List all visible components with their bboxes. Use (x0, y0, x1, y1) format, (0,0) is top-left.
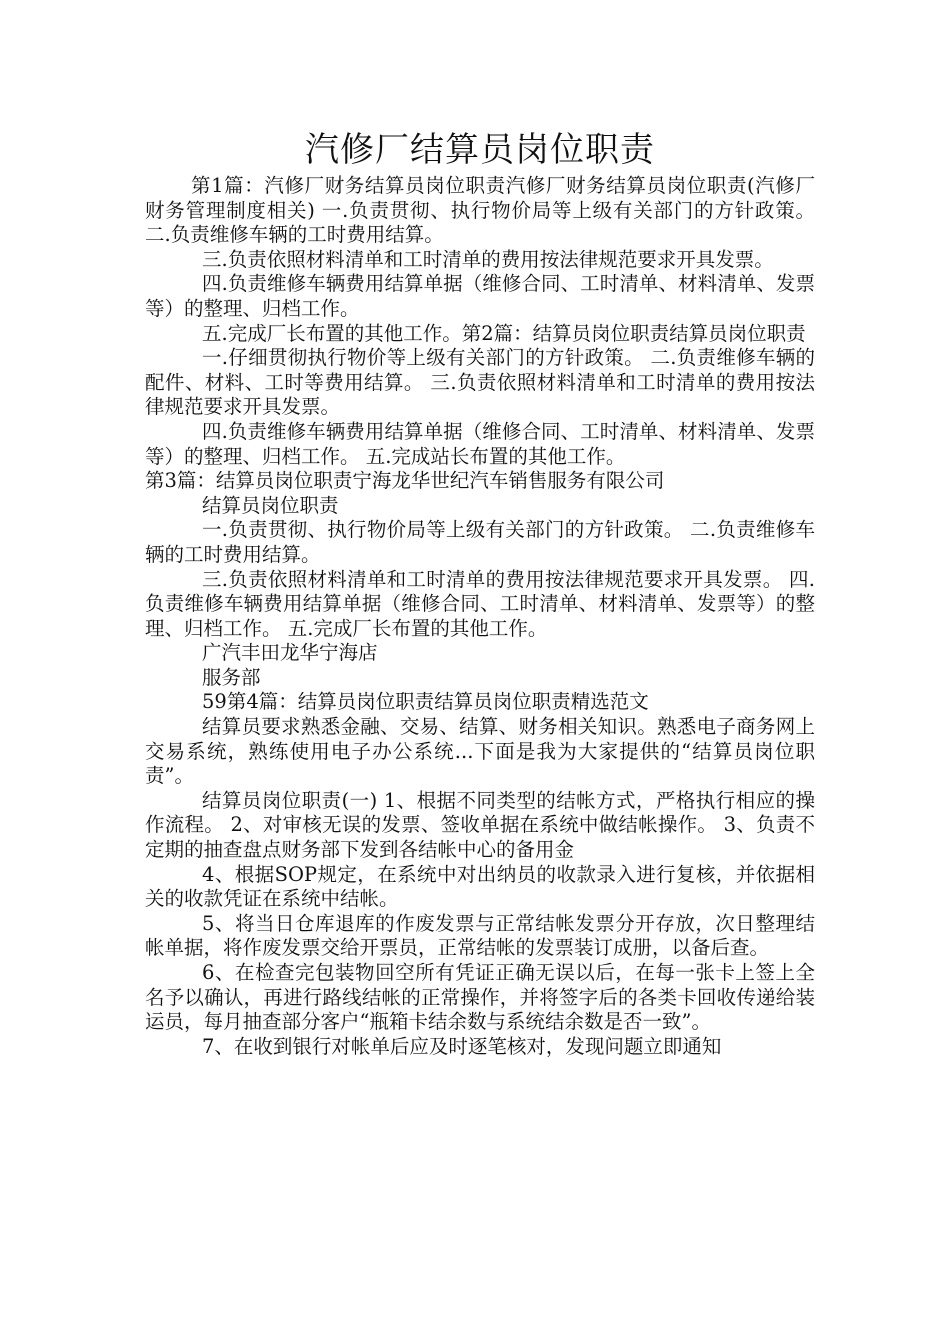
paragraph: 6、在检查完包装物回空所有凭证正确无误以后，在每一张卡上签上全名予以确认，再进行路线结帐的正常操作，并将签字后的各类卡回收传递给装运员，每月抽查部分客户“瓶箱卡结余数与系统结余数是否一致”。 (145, 961, 815, 1034)
paragraph: 结算员要求熟悉金融、交易、结算、财务相关知识。熟悉电子商务网上交易系统，熟练使用电子办公系统...下面是我为大家提供的“结算员岗位职责”。 (145, 715, 815, 788)
paragraph: 7、在收到银行对帐单后应及时逐笔核对，发现问题立即通知 (202, 1034, 722, 1058)
paragraph: 一.仔细贯彻执行物价等上级有关部门的方针政策。 二.负责维修车辆的配件、材料、工时等费用结算。 三.负责依照材料清单和工时清单的费用按法律规范要求开具发票。 (145, 346, 815, 419)
paragraph: 5、将当日仓库退库的作废发票与正常结帐发票分开存放，次日整理结帐单据，将作废发票交给开票员，正常结帐的发票装订成册，以备后查。 (145, 911, 815, 960)
paragraph: 广汽丰田龙华宁海店 (202, 641, 378, 665)
paragraph: 三.负责依照材料清单和工时清单的费用按法律规范要求开具发票。 四.负责维修车辆费用结算单据（维修合同、工时清单、材料清单、发票等）的整理、归档工作。 五.完成厂长布置的其他工作。 (145, 567, 815, 640)
document-page (145, 128, 815, 1059)
paragraph: 第3篇：结算员岗位职责宁海龙华世纪汽车销售服务有限公司 (145, 469, 665, 493)
paragraph: 第1篇：汽修厂财务结算员岗位职责汽修厂财务结算员岗位职责(汽修厂财务管理制度相关) 一.负责贯彻、执行物价局等上级有关部门的方针政策。 二.负责维修车辆的工时费用结算。 (145, 174, 815, 247)
document-title: 汽修厂结算员岗位职责 (305, 130, 655, 170)
paragraph: 59第4篇：结算员岗位职责结算员岗位职责精选范文 (202, 690, 649, 714)
paragraph: 一.负责贯彻、执行物价局等上级有关部门的方针政策。 二.负责维修车辆的工时费用结算。 (145, 518, 815, 566)
paragraph: 4、根据SOP规定，在系统中对出纳员的收款录入进行复核，并依据相关的收款凭证在系统中结帐。 (145, 862, 815, 911)
paragraph: 五.完成厂长布置的其他工作。第2篇：结算员岗位职责结算员岗位职责 (202, 321, 806, 345)
paragraph: 结算员岗位职责(一) 1、根据不同类型的结帐方式，严格执行相应的操作流程。 2、对审核无误的发票、签收单据在系统中做结帐操作。 3、负责不定期的抽查盘点财务部下发到各结帐中心的备用金 (145, 788, 815, 862)
paragraph: 四.负责维修车辆费用结算单据（维修合同、工时清单、材料清单、发票等）的整理、归档工作。 五.完成站长布置的其他工作。 (145, 419, 815, 468)
paragraph: 三.负责依照材料清单和工时清单的费用按法律规范要求开具发票。 (202, 247, 774, 271)
paragraph: 结算员岗位职责 (202, 493, 339, 517)
paragraph: 服务部 (202, 665, 261, 689)
paragraph: 四.负责维修车辆费用结算单据（维修合同、工时清单、材料清单、发票等）的整理、归档工作。 (145, 272, 815, 320)
